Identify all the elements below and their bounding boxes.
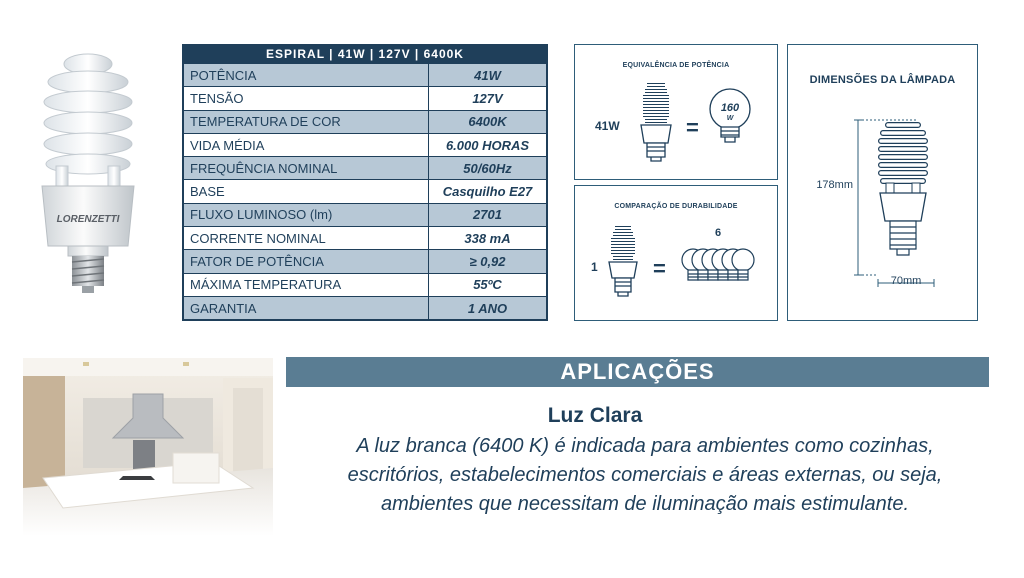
durability-title: COMPARAÇÃO DE DURABILIDADE bbox=[614, 203, 738, 210]
spec-row bbox=[184, 180, 547, 203]
applications-title-bar: APLICAÇÕES bbox=[286, 357, 989, 387]
spec-value: 6400K bbox=[429, 110, 547, 133]
spec-label: TENSÃO bbox=[184, 87, 429, 110]
spec-value: Casquilho E27 bbox=[429, 180, 547, 203]
spec-row bbox=[184, 227, 547, 250]
equivalence-equals: = bbox=[686, 115, 699, 140]
kitchen-photo bbox=[23, 358, 273, 536]
spec-label: FLUXO LUMINOSO (lm) bbox=[184, 203, 429, 226]
spec-row bbox=[184, 250, 547, 273]
spec-value: 127V bbox=[429, 87, 547, 110]
spec-value: 50/60Hz bbox=[429, 157, 547, 180]
dimensions-title: DIMENSÕES DA LÂMPADA bbox=[809, 74, 956, 86]
incandescent-bulbs-group-icon bbox=[682, 249, 754, 280]
equivalence-left-label: 41W bbox=[595, 119, 620, 133]
spec-value: 2701 bbox=[429, 203, 547, 226]
applications-subtitle: Luz Clara bbox=[547, 404, 643, 427]
spec-value: 41W bbox=[429, 64, 547, 87]
spec-label: MÁXIMA TEMPERATURA bbox=[184, 273, 429, 296]
spec-label: CORRENTE NOMINAL bbox=[184, 227, 429, 250]
power-equivalence-box bbox=[574, 44, 778, 180]
spec-label: BASE bbox=[184, 180, 429, 203]
equivalence-right-unit: W bbox=[726, 115, 734, 122]
spec-row bbox=[184, 87, 547, 110]
dimension-height: 178mm bbox=[816, 179, 853, 191]
spec-row bbox=[184, 273, 547, 296]
durability-equals: = bbox=[653, 256, 666, 281]
spec-table bbox=[182, 44, 548, 321]
cfl-bulb-icon bbox=[609, 228, 637, 296]
brand-logo: LORENZETTI bbox=[56, 214, 120, 225]
spec-row bbox=[184, 64, 547, 87]
spec-table-header: ESPIRAL | 41W | 127V | 6400K bbox=[183, 45, 547, 63]
description-line: A luz branca (6400 K) é indicada para ambientes como cozinhas, bbox=[356, 435, 934, 457]
spec-row bbox=[184, 203, 547, 226]
durability-box bbox=[574, 185, 778, 321]
product-bulb-image bbox=[28, 46, 148, 296]
durability-right-label: 6 bbox=[714, 227, 722, 239]
lamp-outline-icon bbox=[880, 125, 926, 255]
power-equivalence-title: EQUIVALÊNCIA DE POTÊNCIA bbox=[622, 62, 730, 69]
spec-label: GARANTIA bbox=[184, 296, 429, 319]
spec-label: VIDA MÉDIA bbox=[184, 133, 429, 156]
spec-value: ≥ 0,92 bbox=[429, 250, 547, 273]
spec-row bbox=[184, 157, 547, 180]
spec-value: 1 ANO bbox=[429, 296, 547, 319]
bulb-coil bbox=[44, 54, 132, 186]
spec-row bbox=[184, 133, 547, 156]
spec-label: FATOR DE POTÊNCIA bbox=[184, 250, 429, 273]
applications-description bbox=[295, 432, 995, 519]
cfl-bulb-icon bbox=[641, 85, 671, 161]
spec-label: POTÊNCIA bbox=[184, 64, 429, 87]
dimensions-box bbox=[787, 44, 978, 321]
dimension-width: 70mm bbox=[890, 275, 922, 287]
spec-value: 338 mA bbox=[429, 227, 547, 250]
description-line: ambientes que necessitam de iluminação mais estimulante. bbox=[380, 493, 910, 515]
durability-left-label: 1 bbox=[591, 260, 598, 274]
description-line: escritórios, estabelecimentos comerciais e áreas externas, ou seja, bbox=[347, 464, 943, 486]
spec-value: 6.000 HORAS bbox=[429, 133, 547, 156]
spec-value: 55ºC bbox=[429, 273, 547, 296]
equivalence-right-value: 160 bbox=[720, 102, 740, 114]
spec-label: FREQUÊNCIA NOMINAL bbox=[184, 157, 429, 180]
spec-label: TEMPERATURA DE COR bbox=[184, 110, 429, 133]
spec-row bbox=[184, 110, 547, 133]
bulb-screw bbox=[72, 256, 104, 293]
spec-row bbox=[184, 296, 547, 319]
